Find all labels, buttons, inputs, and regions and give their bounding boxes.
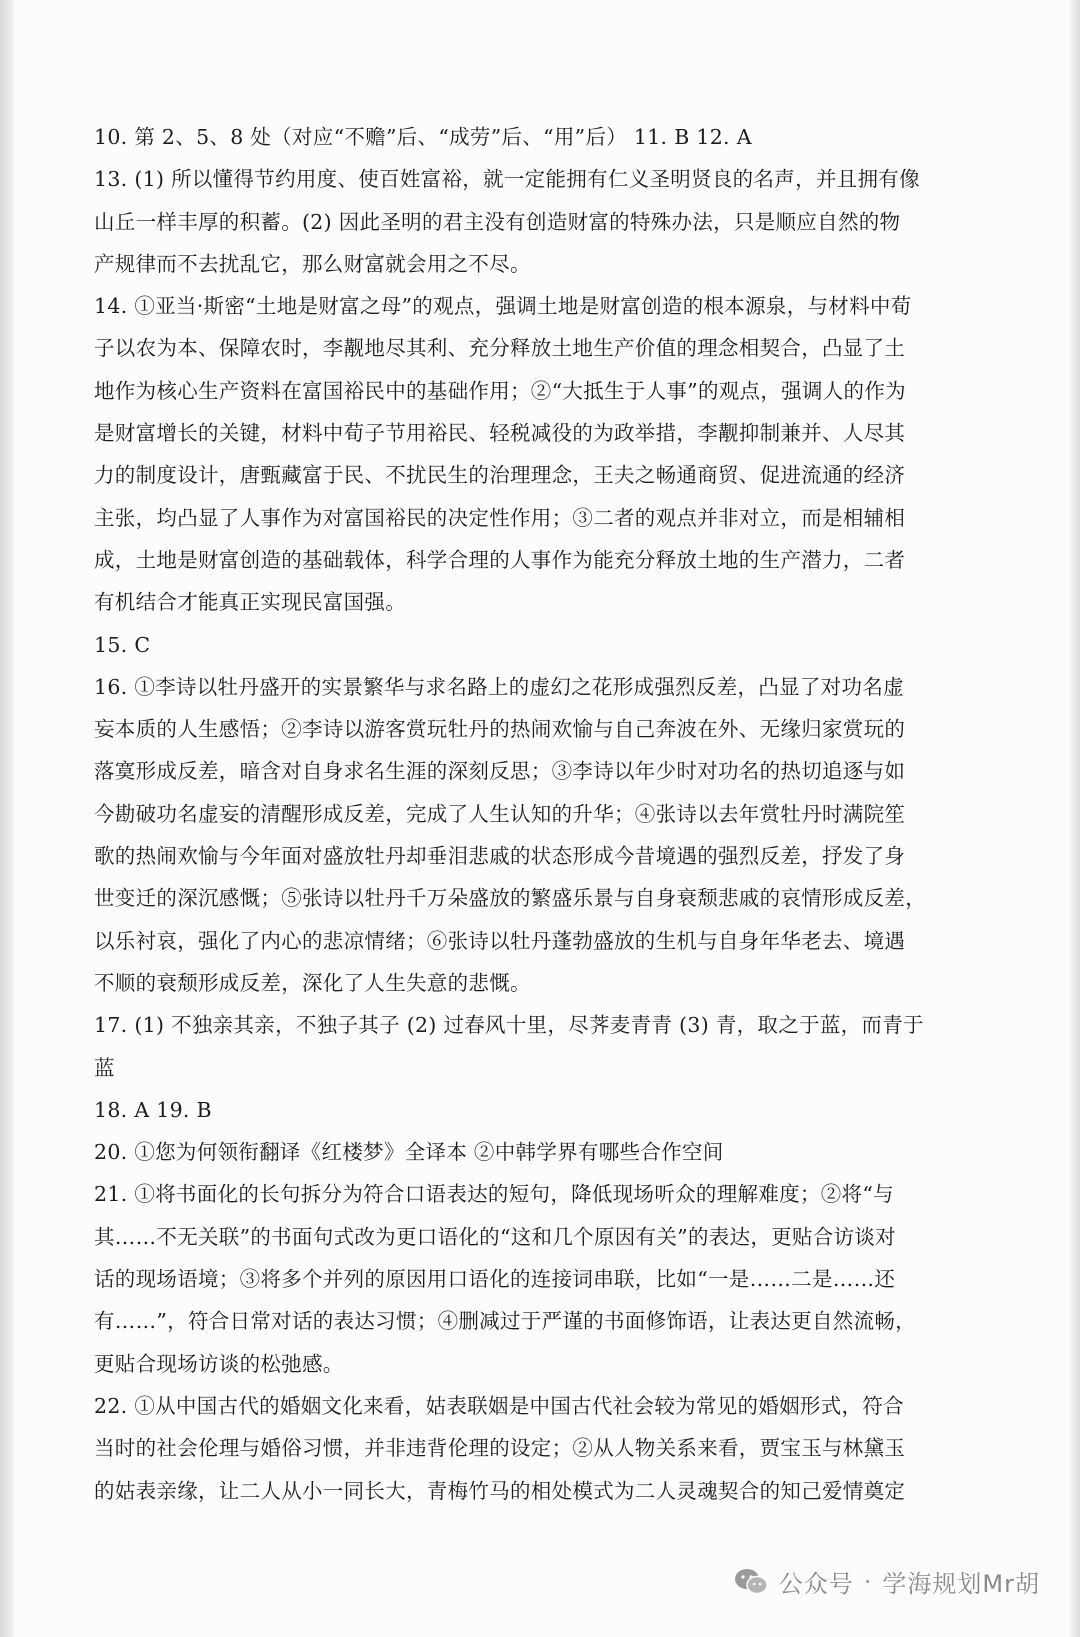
scan-shadow-left xyxy=(0,0,14,1637)
text-line: 21. ①将书面化的长句拆分为符合口语表达的短句，降低现场听众的理解难度；②将“与 xyxy=(94,1182,894,1207)
answer-14 xyxy=(94,285,994,623)
text-line: 15. C xyxy=(94,632,151,657)
text-line: 有……”，符合日常对话的表达习惯；④删减过于严谨的书面修饰语，让表达更自然流畅， xyxy=(94,1309,916,1334)
answer-21 xyxy=(94,1173,994,1384)
text-line: 今勘破功名虚妄的清醒形成反差，完成了人生认知的升华；④张诗以去年赏牡丹时满院笙 xyxy=(94,801,906,826)
text-line: 更贴合现场访谈的松弛感。 xyxy=(94,1351,344,1376)
answer-16 xyxy=(94,666,994,1004)
text-line: 20. ①您为何领衔翻译《红楼梦》全译本 ②中韩学界有哪些合作空间 xyxy=(94,1140,724,1165)
text-line: 17. (1) 不独亲其亲，不独子其子 (2) 过春风十里，尽荠麦青青 (3) 青，取之于蓝，而青于 xyxy=(94,1013,924,1038)
text-line: 18. A 19. B xyxy=(94,1097,212,1122)
text-line: 10. 第 2、5、8 处（对应“不赡”后、“成劳”后、“用”后） 11. B 12. A xyxy=(94,125,752,149)
answer-10-12 xyxy=(94,116,994,158)
answer-17 xyxy=(94,1004,994,1089)
text-line: 13. (1) 所以懂得节约用度、使百姓富裕，就一定能拥有仁义圣明贤良的名声，并且拥有像 xyxy=(94,167,920,192)
answer-13 xyxy=(94,158,994,285)
text-line: 其……不无关联”的书面句式改为更口语化的“这和几个原因有关”的表达，更贴合访谈对 xyxy=(94,1224,896,1249)
text-line: 22. ①从中国古代的婚姻文化来看，姑表联姻是中国古代社会较为常见的婚姻形式，符合 xyxy=(94,1393,904,1418)
watermark-account: 学海规划Mr胡 xyxy=(882,1570,1040,1598)
answer-key-content xyxy=(94,116,994,1512)
text-line: 16. ①李诗以牡丹盛开的实景繁华与求名路上的虚幻之花形成强烈反差，凸显了对功名虚 xyxy=(94,674,904,699)
text-line: 产规律而不去扰乱它，那么财富就会用之不尽。 xyxy=(94,251,531,276)
text-line: 14. ①亚当·斯密“土地是财富之母”的观点，强调土地是财富创造的根本源泉，与材料中荀 xyxy=(94,294,912,319)
text-line: 地作为核心生产资料在富国裕民中的基础作用；②“大抵生于人事”的观点，强调人的作为 xyxy=(94,378,906,403)
answer-18-19 xyxy=(94,1089,994,1131)
wechat-watermark xyxy=(733,1564,1040,1599)
answer-15 xyxy=(94,624,994,666)
text-line: 是财富增长的关键，材料中荀子节用裕民、轻税减役的为政举措，李觏抑制兼并、人尽其 xyxy=(94,421,906,446)
text-line: 有机结合才能真正实现民富国强。 xyxy=(94,590,406,615)
text-line: 以乐衬哀，强化了内心的悲凉情绪；⑥张诗以牡丹蓬勃盛放的生机与自身年华老去、境遇 xyxy=(94,928,906,953)
answer-22 xyxy=(94,1385,994,1512)
text-line: 世变迁的深沉感慨；⑤张诗以牡丹千万朵盛放的繁盛乐景与自身衰颓悲戚的哀情形成反差， xyxy=(94,886,926,911)
watermark-separator: · xyxy=(863,1567,873,1596)
text-line: 子以农为本、保障农时，李觏地尽其利、充分释放土地生产价值的理念相契合，凸显了土 xyxy=(94,336,906,361)
text-line: 话的现场语境；③将多个并列的原因用口语化的连接词串联，比如“一是……二是……还 xyxy=(94,1267,896,1292)
text-line: 成，土地是财富创造的基础载体，科学合理的人事作为能充分释放土地的生产潜力，二者 xyxy=(94,547,906,572)
text-line: 山丘一样丰厚的积蓄。(2) 因此圣明的君主没有创造财富的特殊办法，只是顺应自然的物 xyxy=(94,209,901,234)
answer-20 xyxy=(94,1131,994,1173)
text-line: 蓝 xyxy=(94,1055,115,1080)
text-line: 的姑表亲缘，让二人从小一同长大，青梅竹马的相处模式为二人灵魂契合的知己爱情奠定 xyxy=(94,1478,906,1503)
text-line: 当时的社会伦理与婚俗习惯，并非违背伦理的设定；②从人物关系来看，贾宝玉与林黛玉 xyxy=(94,1436,906,1461)
text-line: 落寞形成反差，暗含对自身求名生涯的深刻反思；③李诗以年少时对功名的热切追逐与如 xyxy=(94,759,906,784)
watermark-label: 公众号 xyxy=(778,1570,854,1598)
text-line: 歌的热闹欢愉与今年面对盛放牡丹却垂泪悲戚的状态形成今昔境遇的强烈反差，抒发了身 xyxy=(94,844,906,869)
text-line: 不顺的衰颓形成反差，深化了人生失意的悲慨。 xyxy=(94,970,531,995)
text-line: 主张，均凸显了人事作为对富国裕民的决定性作用；③二者的观点并非对立，而是相辅相 xyxy=(94,505,906,530)
text-line: 力的制度设计，唐甄藏富于民、不扰民生的治理理念，王夫之畅通商贸、促进流通的经济 xyxy=(94,463,906,488)
scan-shadow-right xyxy=(1070,0,1080,1637)
wechat-icon xyxy=(733,1567,769,1597)
text-line: 妄本质的人生感悟；②李诗以游客赏玩牡丹的热闹欢愉与自己奔波在外、无缘归家赏玩的 xyxy=(94,717,906,742)
